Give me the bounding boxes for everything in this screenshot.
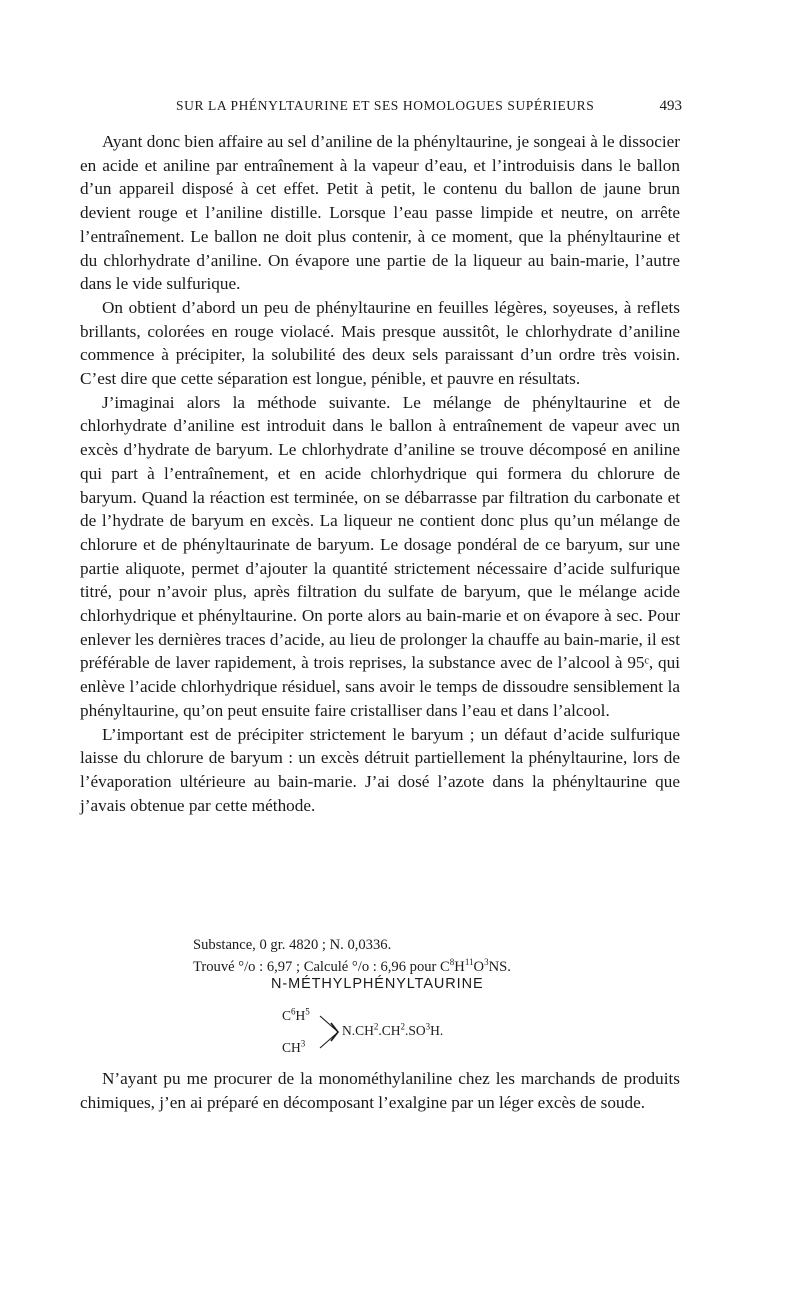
formula-top-group bbox=[282, 1008, 310, 1024]
formula-right-group bbox=[342, 1023, 443, 1039]
subscript: 5 bbox=[305, 1006, 310, 1017]
formula-bracket-point bbox=[331, 1023, 338, 1041]
formula-bottom-group bbox=[282, 1040, 305, 1056]
chemical-formula bbox=[282, 1002, 542, 1062]
subscript: 3 bbox=[425, 1021, 431, 1032]
subscript: 2 bbox=[373, 1021, 379, 1032]
final-text bbox=[80, 1067, 680, 1114]
subscript: 11 bbox=[464, 957, 474, 968]
analysis-line-substance: Substance, 0 gr. 4820 ; N. 0,0336. bbox=[193, 937, 392, 953]
formula-part: H bbox=[295, 1008, 306, 1023]
subscript: 3 bbox=[300, 1038, 306, 1049]
formula-part: H. bbox=[430, 1023, 444, 1038]
paragraph: J’imaginai alors la méthode suivante. Le mélange de phényltaurine et de chlorhydrate d’aniline est introduit dans le ballon à entraînement de vapeur avec un excès d’hydrate de baryum. Le chlorhydrate d’aniline se trouve décomposé en aniline qui part à l’entraînement, et en acide chlorhydrique qui formera du chlorure de baryum. Quand la réaction est terminée, on se débarrasse par filtration du carbonate et de l’hydrate de baryum en excès. La liqueur ne contient donc plus qu’un mélange de chlorure et de phényltaurinate de baryum. Le dosage pondéral de ce baryum, sur une partie aliquote, permet d’ajouter la quantité strictement nécessaire d’acide sulfurique titré, pour n’avoir plus, après filtration du sulfate de baryum, que le mélange acide chlorhydrique et phényltaurine. On porte alors au bain-marie et on évapore à sec. Pour enlever les dernières traces d’acide, au lieu de prolonger la chauffe au bain-marie, il est préférable de laver rapidement, à trois reprises, la substance avec de l’alcool à 95ᶜ, qui enlève l’acide chlorhydrique résiduel, sans avoir le temps de dissoudre sensiblement la phényltaurine, qu’on peut ensuite faire cristalliser dans l’eau et dans l’alcool. bbox=[80, 392, 681, 720]
formula-part: NS. bbox=[488, 959, 511, 975]
subscript: 6 bbox=[291, 1006, 296, 1017]
formula-bracket bbox=[318, 1014, 340, 1050]
formula-part: .CH bbox=[378, 1023, 401, 1038]
formula-part: CH bbox=[282, 1040, 301, 1055]
formula-part: C bbox=[282, 1008, 292, 1023]
paragraph: N’ayant pu me procurer de la monométhylaniline chez les marchands de produits chimiques, j’en ai préparé en décomposant l’exalgine par un léger excès de soude. bbox=[80, 1069, 680, 1112]
paragraph: L’important est de précipiter strictement le baryum ; un défaut d’acide sulfurique laisse du chlorure de baryum : un excès détruit partiellement la phényltaurine, lors de l’évaporation ultérieure au bain-marie. J’ai dosé l’azote dans la phényltaurine que j’avais obtenue par cette méthode. bbox=[80, 724, 680, 815]
formula-bracket-lines bbox=[320, 1016, 337, 1048]
paragraph: Ayant donc bien affaire au sel d’aniline de la phényltaurine, je songeai à le dissocier en acide et aniline par entraînement à la vapeur d’eau, et l’introduisis dans le ballon d’un appareil disposé à cet effet. Petit à petit, le contenu du ballon de jaune brun devient rouge et l’aniline distille. Lorsque l’eau passe limpide et neutre, on arrête l’entraînement. Le ballon ne doit plus contenir, à ce moment, que la phényltaurine et du chlorhydrate d’aniline. On évapore une partie de la liqueur au bain-marie, l’autre dans le vide sulfurique. bbox=[80, 132, 680, 294]
subscript: 8 bbox=[449, 957, 455, 968]
running-title: SUR LA PHÉNYLTAURINE ET SES HOMOLOGUES SUPÉRIEURS bbox=[176, 98, 595, 113]
body-text bbox=[80, 130, 680, 817]
formula-part: N.CH bbox=[342, 1023, 374, 1038]
running-head bbox=[80, 98, 680, 120]
paragraph: On obtient d’abord un peu de phényltaurine en feuilles légères, soyeuses, à reflets brillants, colorées en rouge violacé. Mais presque aussitôt, le chlorhydrate d’aniline commence à précipiter, la solubilité des deux sels paraissant d’un ordre très voisin. C’est dire que cette séparation est longue, pénible, et pauvre en résultats. bbox=[80, 297, 680, 389]
analysis-line-result bbox=[193, 956, 663, 978]
page-number: 493 bbox=[659, 98, 682, 114]
section-title: N-MÉTHYLPHÉNYLTAURINE bbox=[271, 976, 484, 992]
formula-part: O bbox=[473, 959, 485, 975]
analysis-result-text: Trouvé °/o : 6,97 ; Calculé °/o : 6,96 pour C bbox=[193, 959, 450, 975]
subscript: 2 bbox=[400, 1021, 406, 1032]
subscript: 3 bbox=[484, 957, 489, 968]
formula-part: H bbox=[454, 959, 465, 975]
formula-part: .SO bbox=[405, 1023, 426, 1038]
analysis-data bbox=[193, 934, 663, 978]
